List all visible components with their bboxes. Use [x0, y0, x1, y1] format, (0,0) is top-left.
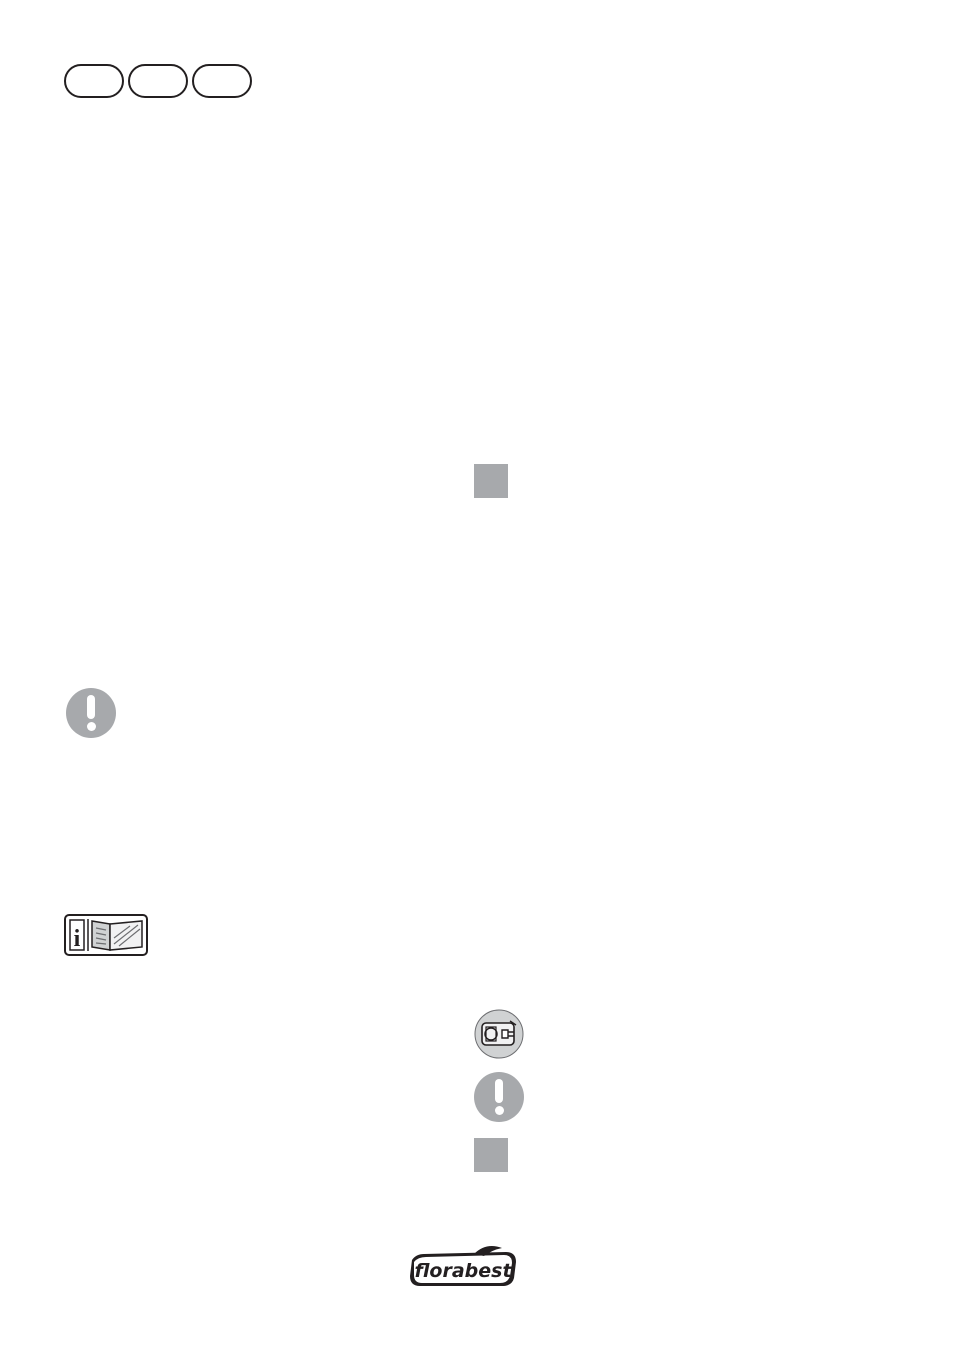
figure-tag-a: [474, 464, 508, 498]
unplug-icon: [474, 1009, 524, 1059]
warning-icon: [66, 688, 116, 738]
country-badge-ch: [192, 64, 252, 98]
figure-tag-b: [474, 1138, 508, 1172]
brand-name: florabest: [414, 1260, 512, 1282]
country-badge-at: [128, 64, 188, 98]
info-book-icon: [64, 914, 148, 956]
florabest-logo: [406, 1244, 520, 1290]
svg-text:i: i: [73, 926, 81, 952]
country-badge-de: [64, 64, 124, 98]
warning-icon-parts: [474, 1072, 524, 1122]
